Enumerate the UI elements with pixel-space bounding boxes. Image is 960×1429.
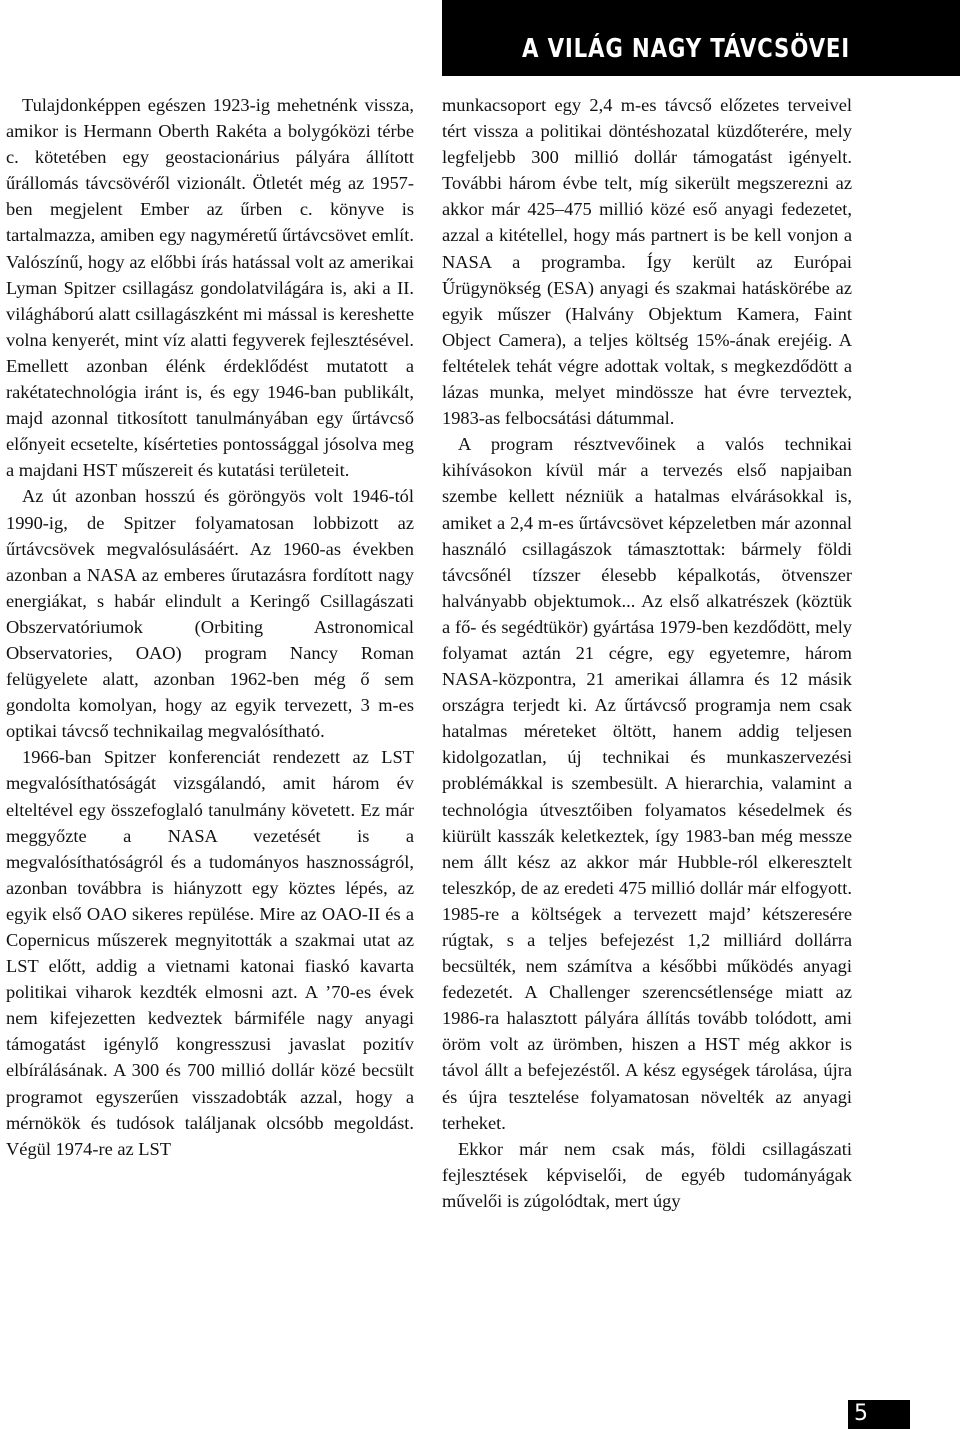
paragraph: Az út azonban hosszú és göröngyös volt 1946-tól 1990-ig, de Spitzer folyamatosan lobbizott az űrtávcsövek megvalósulásáért. Az 1960-as években azonban a NASA az emberes űrutazásra fordított nagy energiákat, s habár elindult a Keringő Csillagászati Obszervatóriumok (Orbiting Astronomical Observatories, OAO) program Nancy Roman felügyelete alatt, azonban 1962-ben még ő sem gondolta komolyan, hogy az egyik tervezett, 3 m-es optikai távcső technikailag megvalósítható.: [6, 486, 414, 742]
page-title: A VILÁG NAGY TÁVCSÖVEI: [521, 34, 850, 64]
paragraph: A program résztvevőinek a valós technikai kihívásokon kívül már a tervezés első napjaiban szembe kellett nézniük a hatalmas elvárásokkal is, amiket a 2,4 m-es űrtávcsövet képzeletben már azonnal használó csillagászok támasztottak: bármely földi távcsőnél tízszer élesebb képalkotás, ötvenszer halványabb objektumok... Az első alkatrészek (köztük a fő- és segédtükör) gyártása 1979-ben kezdődött, mely folyamat aztán 21 cégre, egy egyetemre, három NASA-központra, 21 amerikai államra és 12 másik országra terjedt ki. Az űrtávcső programja nem csak hatalmas méreteket öltött, hanem addig teljesen kidolgozatlan, új technikai és munkaszervezési problémákkal is szembesült. A hierarchia, valamint a technológia útvesztőiben folyamatos késedelmek és kiürült kasszák keletkeztek, így 1983-ban még messze nem állt kész az akkor már Hubble-ról elkeresztelt teleszkóp, de az eredeti 475 millió dollár már elfogyott. 1985-re a költségek a tervezett majd’ kétszeresére rúgtak, s a teljes befejezést 1,2 milliárd dollárra becsülték, nem számítva a későbbi működés anyagi fedezetét. A Challenger szerencsétlensége miatt az 1986-ra halasztott pályára állítás tovább tolódott, ami öröm volt az ürömben, hiszen a HST még akkor is távol állt a befejezéstől. A kész egységek tárolása, újra és újra tesztelése folyamatosan növelték az anyagi terheket.: [442, 434, 852, 1133]
paragraph: Tulajdonképpen egészen 1923-ig mehetnénk vissza, amikor is Hermann Oberth Rakéta a bolygóközi térbe c. kötetében egy geostacionárius pályára állított űrállomás távcsövéről vizionált. Ötletét még az 1957-ben megjelent Ember az űrben c. könyve is tartalmazza, amiben egy nagyméretű űrtávcsövet említ. Valószínű, hogy az előbbi írás hatással volt az amerikai Lyman Spitzer csillagász gondolatvilágára is, aki a II. világháború alatt csillagászként mi mással is kereshette volna kenyerét, mint víz alatti fegyverek fejlesztésével. Emellett azonban élénk érdeklődést mutatott a rakétatechnológia iránt is, és egy 1946-ban publikált, majd azonnal titkosított tanulmányában egy űrtávcső előnyeit ecsetelte, kísérteties pontossággal jósolva meg a majdani HST műszereit és kutatási területeit.: [6, 95, 414, 481]
page-number: 5: [854, 1401, 868, 1426]
header-bar: [442, 0, 960, 76]
paragraph: 1966-ban Spitzer konferenciát rendezett az LST megvalósíthatóságát vizsgálandó, amit három év elteltével egy összefoglaló tanulmány követett. Ez már meggyőzte a NASA vezetését is a megvalósíthatóságról és a tudományos hasznosságról, azonban továbbra is hiányzott egy köztes lépés, az egyik első OAO sikeres repülése. Mire az OAO-II és a Copernicus műszerek megnyitották a szakmai utat az LST előtt, addig a vietnami katonai fiaskó kavarta politikai viharok kezdték elmosni azt. A ’70-es évek nem kifejezetten kedveztek bármiféle nagy anyagi támogatást igénylő kongresszusi javaslat pozitív elbírálásának. A 300 és 700 millió dollár közé becsült programot egyszerűen visszadobták azzal, hogy a mérnökök és tudósok találjanak olcsóbb megoldást. Végül 1974-re az LST: [6, 747, 414, 1159]
paragraph: Ekkor már nem csak más, földi csillagászati fejlesztések képviselői, de egyéb tudományágak művelői is zúgolódtak, mert úgy: [442, 1138, 852, 1211]
paragraph: munkacsoport egy 2,4 m-es távcső előzetes terveivel tért vissza a politikai döntéshozatal küzdőterére, mely legfeljebb 300 millió dollár támogatást igényelt. További három évbe telt, míg sikerült megszerezni az akkor már 425–475 millió közé eső anyagi fedezetet, azzal a kitétellel, hogy más partnert is be kell vonjon a NASA a programba. Így került az Európai Űrügynökség (ESA) anyagi és szakmai hatáskörébe az egyik műszer (Halvány Objektum Kamera, Faint Object Camera), a teljes költség 15%-ának erejéig. A feltételek tehát végre adottak voltak, s megkezdődött a lázas munka, melyet mindössze hat évre terveztek, 1983-as felbocsátási dátummal.: [442, 95, 852, 429]
article-column-left: [6, 92, 414, 1162]
page-number-box: [848, 1400, 910, 1429]
article-column-right: [442, 92, 852, 1214]
